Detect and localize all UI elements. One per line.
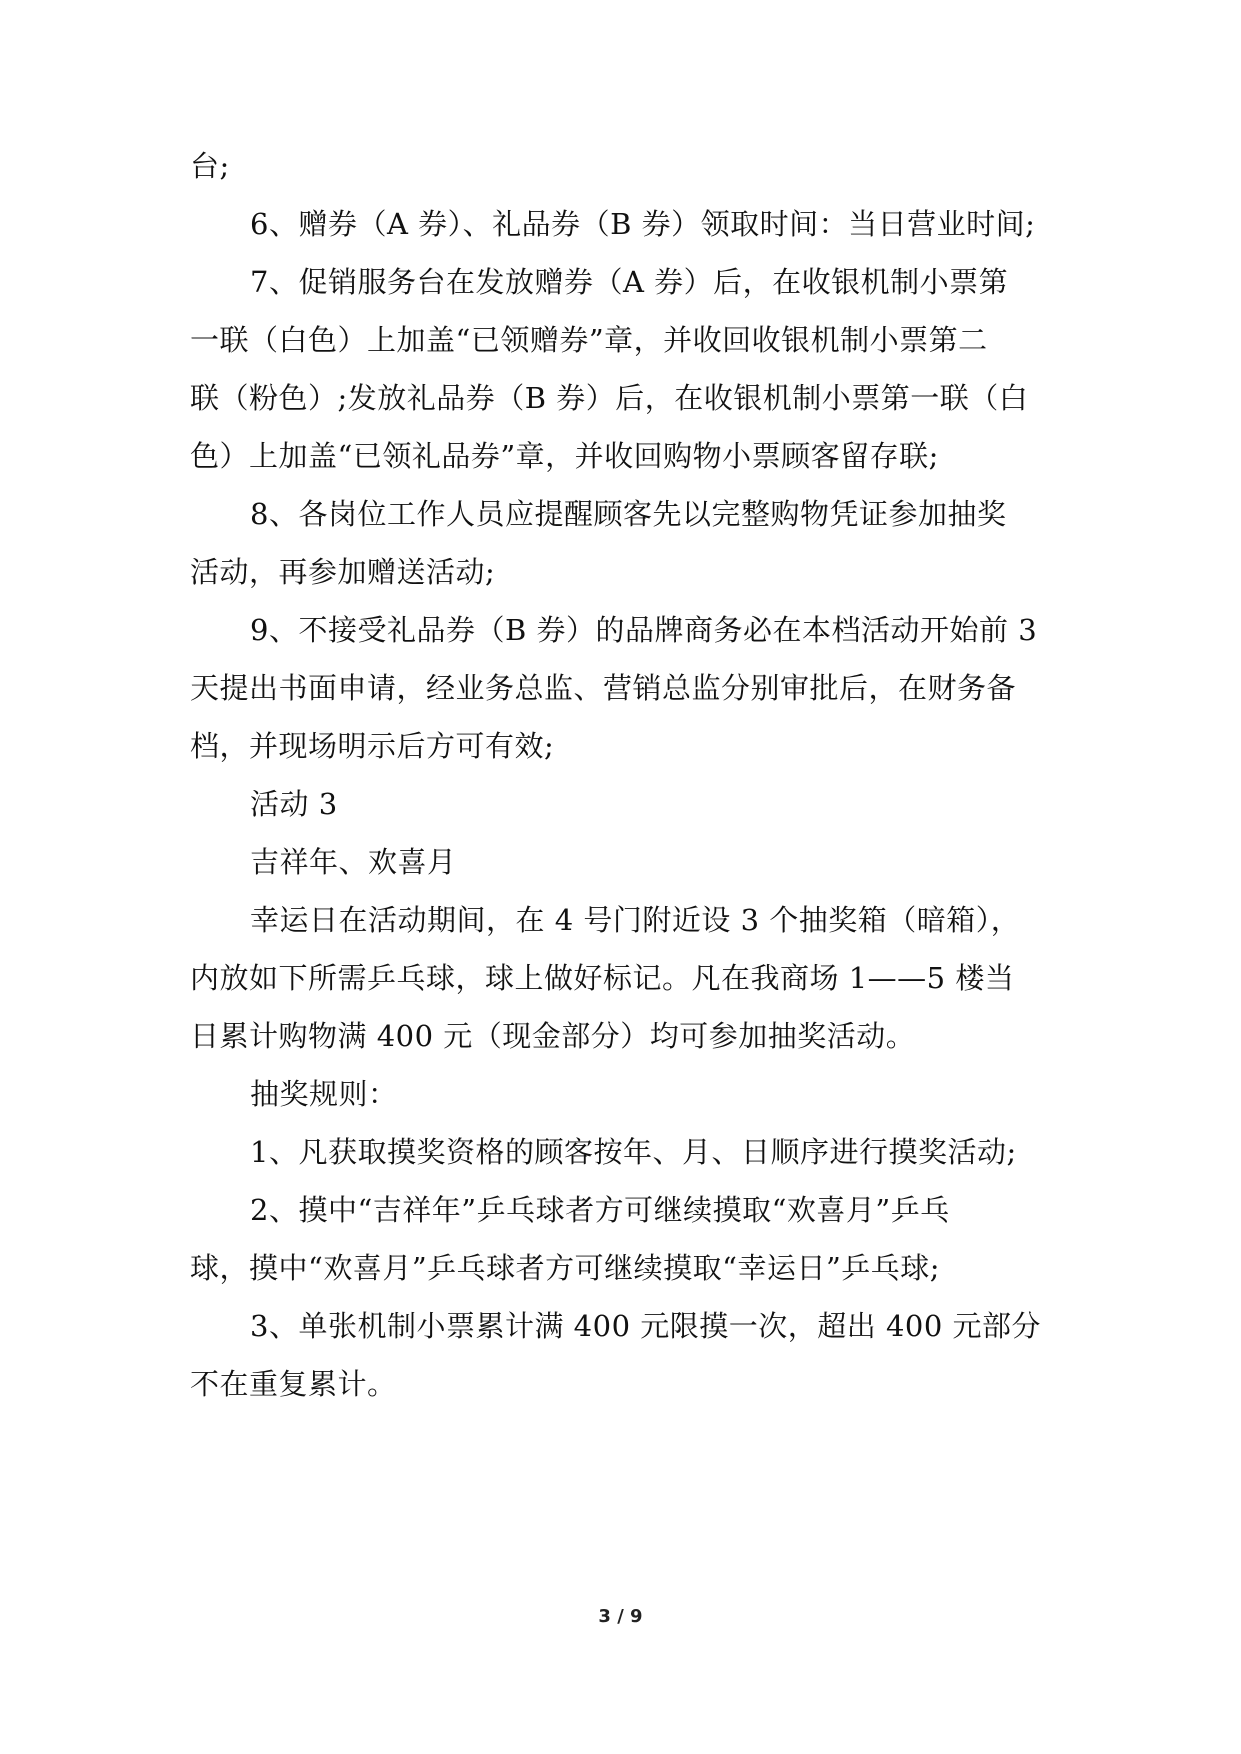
text-line: 6、赠券（A 券）、礼品券（B 券）领取时间：当日营业时间; xyxy=(250,207,1036,241)
text-line: 一联（白色）上加盖“已领赠券”章，并收回收银机制小票第二 xyxy=(190,323,988,357)
text-line: 档，并现场明示后方可有效; xyxy=(190,729,555,763)
text-line: 天提出书面申请，经业务总监、营销总监分别审批后，在财务备 xyxy=(190,671,1017,705)
text-line: 球，摸中“欢喜月”乒乓球者方可继续摸取“幸运日”乒乓球; xyxy=(190,1251,941,1285)
rules-heading: 抽奖规则： xyxy=(250,1077,398,1111)
text-line: 幸运日在活动期间，在 4 号门附近设 3 个抽奖箱（暗箱）， xyxy=(250,903,1021,937)
text-line: 8、各岗位工作人员应提醒顾客先以完整购物凭证参加抽奖 xyxy=(250,497,1007,531)
section-subheading: 吉祥年、欢喜月 xyxy=(250,845,457,879)
text-line: 色）上加盖“已领礼品券”章，并收回购物小票顾客留存联; xyxy=(190,439,939,473)
text-line: 活动，再参加赠送活动; xyxy=(190,555,496,589)
text-line: 不在重复累计。 xyxy=(190,1367,397,1401)
page-number: 3 / 9 xyxy=(598,1606,643,1627)
text-line: 台; xyxy=(190,149,230,183)
text-line: 3、单张机制小票累计满 400 元限摸一次，超出 400 元部分 xyxy=(250,1309,1042,1343)
text-line: 1、凡获取摸奖资格的顾客按年、月、日顺序进行摸奖活动; xyxy=(250,1135,1017,1169)
text-line: 内放如下所需乒乓球，球上做好标记。凡在我商场 1——5 楼当 xyxy=(190,961,1015,995)
text-line: 2、摸中“吉祥年”乒乓球者方可继续摸取“欢喜月”乒乓 xyxy=(250,1193,950,1227)
text-line: 日累计购物满 400 元（现金部分）均可参加抽奖活动。 xyxy=(190,1019,916,1053)
text-line: 7、促销服务台在发放赠券（A 券）后，在收银机制小票第 xyxy=(250,265,1009,299)
text-line: 9、不接受礼品券（B 券）的品牌商务必在本档活动开始前 3 xyxy=(250,613,1038,647)
section-heading: 活动 3 xyxy=(250,787,338,821)
text-line: 联（粉色）;发放礼品券（B 券）后，在收银机制小票第一联（白 xyxy=(190,381,1029,415)
